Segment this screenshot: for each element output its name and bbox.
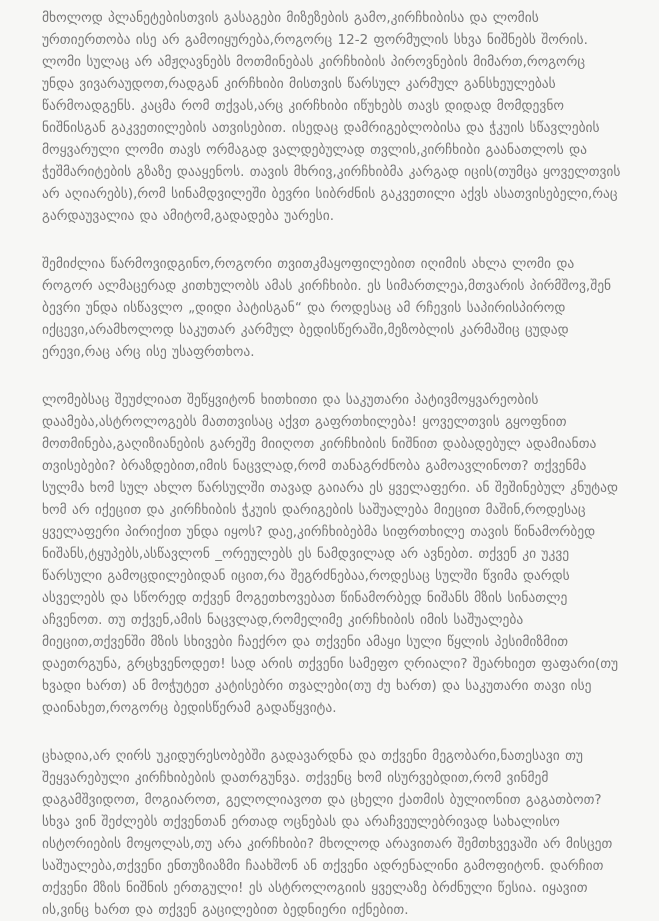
- paragraph-leo-cancer-relationship: მხოლოდ პლანეტებისთვის გასაგები მიზეზების გამო,კირჩხიბისა და ლომის ურთიერთობა ისე არ გამოიყურება,როგორც 12-2 ფორმულის სხვა ნიშნებს შორის. ლომი სულაც არ ამჟღავნებს მოთმინებას კირჩხიბის პიროვნების მიმართ,როგორც უნდა ვივარაუდოთ,რადგან კირჩხიბი მისთვის წარსულ კარმულ განსხეულებას წარმოადგენს. კაცმა რომ თქვას,არც კირჩხიბი იწუხებს თავს დიდად მომდევნო ნიშნისგან გაკვეთილების ათვისებით. ისედაც დამრიგებლობისა და ჭკუის სწავლების მოყვარული ლომი თავს ორმაგად ვალდებულად თვლის,კირჩხიბი გაანათლოს და ჭეშმარიტების გზაზე დააყენოს. თავის მხრივ,კირჩხიბმა კარგად იცის(თუმცა ყოველთვის არ აღიარებს),რომ სინამდვილეში ბევრი სიბრძნის გაკვეთილი აქვს ასათვისებელი,რაც გარდაუვალია და ამიტომ,გადადება უარესი.: [42, 10, 621, 224]
- paragraph-closing-advice: ცხადია,არ ღირს უკიდურესობებში გადავარდნა და თქვენი მეგობარი,ნათესავი თუ შეყვარებული კირჩხიბების დათრგუნვა. თქვენც ხომ ისურვებდით,რომ ვინმემ დაგამშვიდოთ, მოგიაროთ, გელოლიავოთ და ცხელი ქათმის ბულიონით გაგათბოთ? სხვა ვინ შეძლებს თქვენთან ერთად ოცნებას და არაჩვეულებრივად სახალისო ისტორიების მოყოლას,თუ არა კირჩხიბი? მხოლოდ არავითარ შემთხვევაში არ მისცეთ საშუალება,თქვენი ენთუზიაზმი ჩაახშონ ან თქვენი ადრენალინი გამოფიტონ. დარჩით თქვენი მზის ნიშნის ერთგული! ეს ასტროლოგიის ყველაზე ბრძნული წესია. იყავით ის,ვინც ხართ და თქვენ გაცილებით ბედნიერი იქნებით.: [42, 748, 613, 918]
- paragraph-moon-child-advice: შემიძლია წარმოვიდგინო,როგორი თვითკმაყოფილებით იღიმის ახლა ლომი და როგორ ალმაცერად კითხულობს ამას კირჩხიბი. ეს სიმართლეა,მთვარის პირმშოვ,შენ ბევრი უნდა ისწავლო „დიდი პატისგან“ და როდესაც ამ რჩევის საპირისპიროდ იქცევი,არამხოლოდ საკუთარ კარმულ ბედისწერაში,მეზობლის კარმაშიც ცუდად ერევი,რაც არც ისე უსაფრთხოა.: [42, 256, 612, 360]
- paragraph-leo-warning: ლომებსაც შეუძლიათ შეწყვიტონ ხითხითი და საკუთარი პატივმოყვარეობის დაამება,ასტროლოგებს მათთვისაც აქვთ გაფრთხილება! ყოველთვის გყოფნით მოთმინება,გაღიზიანების გარეშე მიიღოთ კირჩხიბის ნიშნით დაბადებულ ადამიანთა თვისებები? ბრაზდებით,იმის ნაცვლად,რომ თანაგრძნობა გამოავლინოთ? თქვენმა სულმა ხომ სულ ახლო წარსულში თავად გაიარა ეს ყველაფერი. ან შეშინებულ კნუტად ხომ არ იქეცით და კირჩხიბის ჭკუის დარიგების საშუალება მიეცით მაშინ,როდესაც ყველაფერი პირიქით უნდა იყოს? დაე,კირჩხიბებმა სიფრთხილე თავის წინამორბედ ნიშანს,ტყუპებს,ასწავლონ _ორეულებს ეს ნამდვილად არ ავნებთ. თქვენ კი უკვე წარსული გამოცდილებიდან იცით,რა შეგრძნებაა,როდესაც სულში წვიმა დარდს ასველებს და სწორედ თქვენ მოგეთხოვებათ წინამორბედ ნიშანს მზის სინათლე აჩვენოთ. თუ თქვენ,ამის ნაცვლად,რომელიმე კირჩხიბის იმის საშუალება მიეცით,თქვენში მზის სხივები ჩაექრო და თქვენი ამაყი სული წყლის პესიმიზმით დაეთრგუნა, გრცხვენოდეთ! სად არის თქვენი სამეფო ღრიალი? შეარხიეთ ფაფარი(თუ ხვადი ხართ) ან მოჭუტეთ კატისებრი თვალები(თუ ძუ ხართ) და საკუთარი თავი ისე დაინახეთ,როგორც ბედისწერამ გადაწყვიტა.: [42, 392, 619, 716]
